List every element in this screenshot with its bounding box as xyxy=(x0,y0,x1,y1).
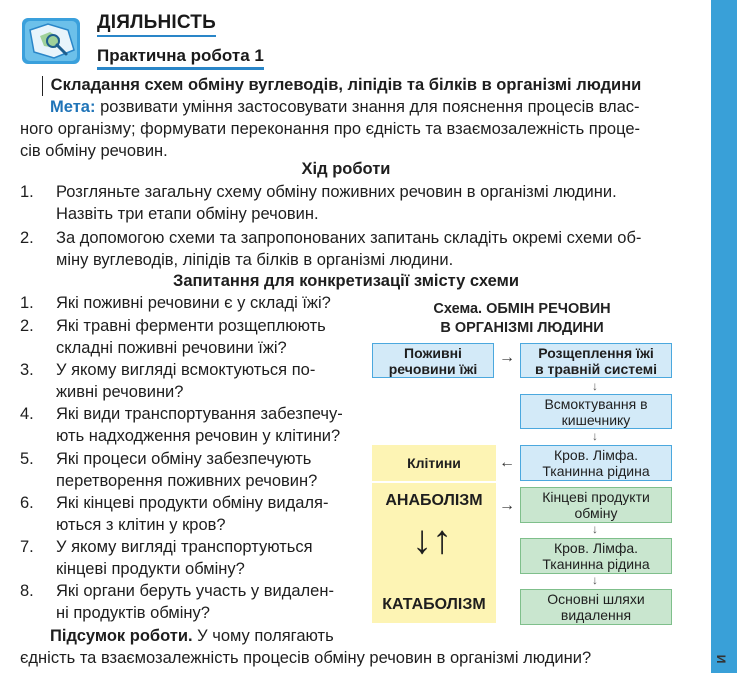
question-number: 5. xyxy=(20,450,34,468)
arrow-down-icon: ↓ xyxy=(592,522,598,536)
question-number: 7. xyxy=(20,538,34,556)
goal-line-2: ного організму; формувати переконання про єдність та взаємозалежність проце- xyxy=(20,120,640,138)
activity-map-icon xyxy=(20,16,84,68)
anabolism-down-arrow-icon: ↓ xyxy=(412,518,432,562)
box-text: Кров. Лімфа. xyxy=(553,540,639,556)
box-text: видалення xyxy=(560,607,632,623)
schema-digestion-box xyxy=(520,343,672,378)
arrow-right-icon: → xyxy=(499,349,515,366)
goal-label: Мета: xyxy=(50,98,96,116)
summary-text-1: У чому полягають xyxy=(197,627,334,645)
question-item xyxy=(20,448,352,492)
work-title: Складання схем обміну вуглеводів, ліпідів та білків в організмі людини xyxy=(50,76,642,94)
arrow-down-icon: ↓ xyxy=(592,573,598,587)
question-item xyxy=(20,359,352,403)
box-text: Кінцеві продукти xyxy=(542,489,650,505)
procedure-item-number: 1. xyxy=(20,183,34,201)
box-text: речовини їжі xyxy=(388,360,478,377)
arrow-right-icon: → xyxy=(499,497,515,514)
question-text: Які травні ферменти розщеплюють xyxy=(56,317,326,335)
procedure-item-text: міну вуглеводів, ліпідів та білків в організмі людини. xyxy=(56,251,454,269)
anabolism-label: АНАБОЛІЗМ xyxy=(385,492,483,509)
procedure-item xyxy=(20,181,672,225)
question-number: 2. xyxy=(20,317,34,335)
box-text: в травній системі xyxy=(534,360,658,377)
arrow-left-icon: ← xyxy=(499,454,515,471)
cells-label: Клітини xyxy=(372,445,496,483)
question-text: ні продуктів обміну? xyxy=(56,604,210,622)
procedure-item-text: Розгляньте загальну схему обміну поживних речовин в організмі людини. xyxy=(56,183,617,201)
question-text: живні речовини? xyxy=(56,383,184,401)
page-edge-letter: И xyxy=(714,654,729,664)
procedure-item-number: 2. xyxy=(20,229,34,247)
page-side-margin xyxy=(699,0,711,673)
schema-title-2: В ОРГАНІЗМІ ЛЮДИНИ xyxy=(440,320,604,336)
summary-label: Підсумок роботи. xyxy=(50,627,193,645)
question-text: ють надходження речовин у клітини? xyxy=(56,427,341,445)
section-title: ДІЯЛЬНІСТЬ xyxy=(97,12,216,37)
question-item xyxy=(20,580,352,624)
question-text: У якому вигляді транспортуються xyxy=(56,538,313,556)
question-number: 1. xyxy=(20,294,34,312)
box-text: Всмоктування в xyxy=(544,395,648,412)
question-item xyxy=(20,536,352,580)
box-text: Розщеплення їжі xyxy=(538,344,654,361)
question-text: перетворення поживних речовин? xyxy=(56,472,318,490)
catabolism-label: КАТАБОЛІЗМ xyxy=(382,596,486,613)
schema-transport-box-1 xyxy=(520,445,672,481)
question-number: 4. xyxy=(20,405,34,423)
box-text: Кров. Лімфа. xyxy=(553,447,639,463)
box-text: обміну xyxy=(574,505,618,521)
question-text: Які види транспортування забезпечу- xyxy=(56,405,343,423)
summary-line-1 xyxy=(20,625,672,647)
schema-absorption-box xyxy=(520,394,672,429)
question-text: Які процеси обміну забезпечують xyxy=(56,450,312,468)
question-item xyxy=(20,492,352,536)
question-text: ються з клітин у кров? xyxy=(56,516,226,534)
schema-end-products-box xyxy=(520,487,672,523)
schema-transport-box-2 xyxy=(520,538,672,574)
box-text: Тканинна рідина xyxy=(542,463,650,479)
question-item xyxy=(20,292,352,314)
question-number: 8. xyxy=(20,582,34,600)
box-text: Тканинна рідина xyxy=(542,556,650,572)
arrow-down-icon: ↓ xyxy=(592,429,598,443)
question-number: 6. xyxy=(20,494,34,512)
question-number: 3. xyxy=(20,361,34,379)
question-text: Які поживні речовини є у складі їжі? xyxy=(56,294,331,312)
goal-text-1: розвивати уміння застосовувати знання для пояснення процесів влас- xyxy=(100,98,640,116)
procedure-heading: Хід роботи xyxy=(301,160,391,178)
catabolism-up-arrow-icon: ↑ xyxy=(432,518,452,562)
goal-line-3: сів обміну речовин. xyxy=(20,142,168,160)
question-text: Які органи беруть участь у видален- xyxy=(56,582,334,600)
question-text: У якому вигляді всмоктуються по- xyxy=(56,361,316,379)
procedure-item-text: За допомогою схеми та запропонованих запитань складіть окремі схеми об- xyxy=(56,229,642,247)
procedure-item-text: Назвіть три етапи обміну речовин. xyxy=(56,205,319,223)
questions-heading: Запитання для конкретизації змісту схеми xyxy=(173,272,519,290)
box-text: Основні шляхи xyxy=(547,591,645,607)
practical-work-title: Практична робота 1 xyxy=(97,46,264,70)
schema-title-1: Схема. ОБМІН РЕЧОВИН xyxy=(433,301,611,317)
question-item xyxy=(20,403,352,447)
question-text: кінцеві продукти обміну? xyxy=(56,560,245,578)
question-item xyxy=(20,315,352,359)
question-text: Які кінцеві продукти обміну видаля- xyxy=(56,494,329,512)
procedure-item xyxy=(20,227,672,271)
text-cursor xyxy=(42,76,43,96)
box-text: Поживні xyxy=(404,344,462,361)
page-side-bar xyxy=(711,0,737,673)
goal-line-1 xyxy=(20,97,672,118)
arrow-down-icon: ↓ xyxy=(592,379,598,393)
box-text: кишечнику xyxy=(561,411,631,428)
question-text: складні поживні речовини їжі? xyxy=(56,339,287,357)
schema-nutrients-box xyxy=(372,343,494,378)
summary-line-2: єдність та взаємозалежність процесів обміну речовин в організмі людини? xyxy=(20,649,592,667)
schema-excretion-box xyxy=(520,589,672,625)
